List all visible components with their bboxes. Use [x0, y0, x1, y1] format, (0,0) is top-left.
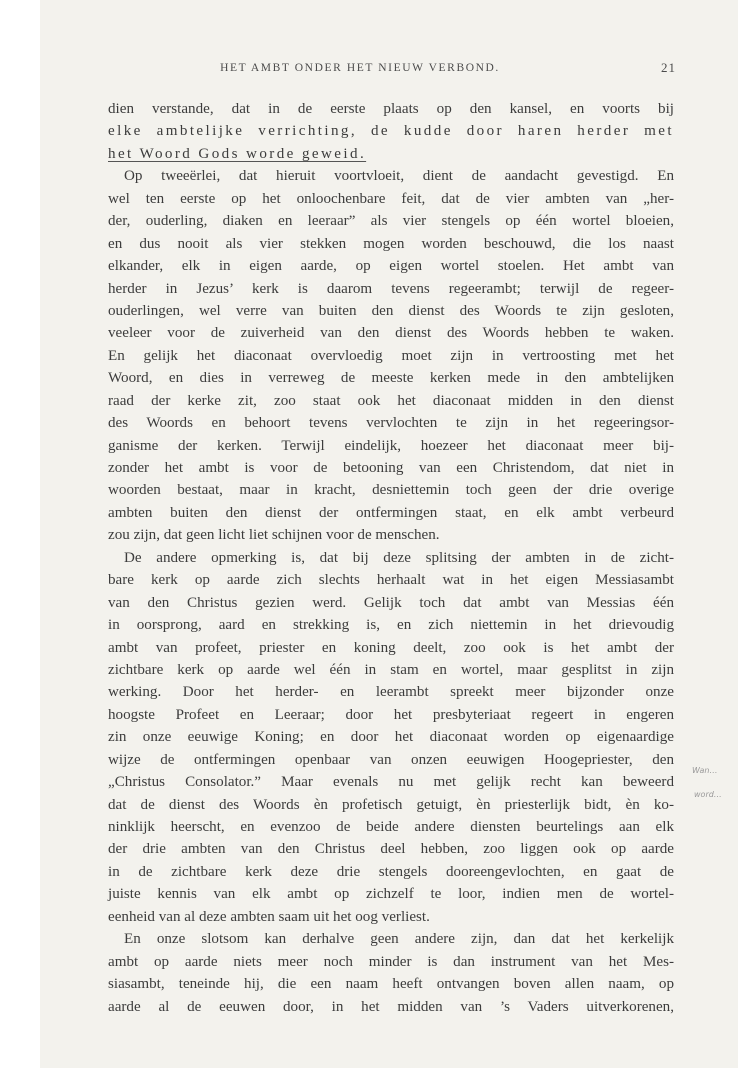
text-line: bare kerk op aarde zich slechts herhaalt wat in het eigen Messiasambt [108, 572, 674, 589]
text-line: woorden bestaat, maar in kracht, desniettemin toch geen der drie overige [108, 482, 674, 499]
text-line: ambt van profeet, priester en koning deelt, zoo ook is het ambt der [108, 639, 674, 656]
text-line: ambten buiten den dienst der ontfermingen staat, en elk ambt verbeurd [108, 504, 674, 521]
text-line: in oorsprong, aard en strekking is, en zich niettemin in het drievoudig [108, 617, 674, 634]
text-line: ninklijk heerscht, en evenzoo de beide andere diensten beurtelings aan elk [108, 819, 674, 835]
text-line: raad der kerke zit, zoo staat ook het diaconaat midden in den dienst [108, 392, 674, 409]
text-line: veeleer voor de zuiverheid van den dienst des Woords hebben te waken. [108, 325, 674, 342]
text-line: wijze de ontfermingen openbaar van onzen eeuwigen Hoogepriester, den [108, 751, 674, 768]
text-line: elkander, elk in eigen aarde, op eigen wortel stoelen. Het ambt van [108, 258, 674, 275]
text-line: zou zijn, dat geen licht liet schijnen voor de menschen. [108, 527, 440, 544]
body-text [108, 98, 674, 1018]
text-line: elke ambtelijke verrichting, de kudde door haren herder met [108, 123, 674, 140]
text-line: hoogste Profeet en Leeraar; door het presbyteriaat regeert in engeren [108, 706, 674, 723]
header-title: HET AMBT ONDER HET NIEUW VERBOND. [220, 62, 500, 74]
text-line: het Woord Gods worde geweid. [108, 145, 367, 162]
running-header [40, 60, 700, 80]
text-line: aarde al de eeuwen door, in het midden van ’s Vaders uitverkorenen, [108, 998, 674, 1015]
text-line: dat de dienst des Woords èn profetisch getuigt, èn priesterlijk bidt, èn ko- [108, 796, 674, 813]
text-line: en dus nooit als vier stekken mogen worden beschouwd, die los naast [108, 235, 674, 252]
text-line: eenheid van al deze ambten saam uit het oog verliest. [108, 908, 430, 925]
text-line: in de zichtbare kerk deze drie stengels dooreengevlochten, en gaat de [108, 863, 674, 880]
text-line: herder in Jezus’ kerk is daarom tevens regeerambt; terwijl de regeer- [108, 280, 674, 297]
text-line: werking. Door het herder- en leerambt spreekt meer bijzonder onze [108, 684, 674, 701]
text-line: dien verstande, dat in de eerste plaats op den kansel, en voorts bij [108, 101, 674, 117]
text-line: ouderlingen, wel verre van buiten den dienst des Woords te zijn gesloten, [108, 302, 674, 319]
text-line: Woord, en dies in verreweg de meeste kerken mede in den ambtelijken [108, 370, 674, 387]
margin-note: Wan… [692, 766, 718, 775]
text-line: En gelijk het diaconaat overvloedig moet zijn in vertroosting met het [108, 347, 674, 364]
text-line: des Woords en behoort tevens vervlochten te zijn in het regeeringsor- [108, 415, 674, 432]
text-line: Op tweeërlei, dat hieruit voortvloeit, dient de aandacht gevestigd. En [124, 168, 674, 185]
text-line: „Christus Consolator.” Maar evenals nu met gelijk recht kan beweerd [108, 774, 674, 791]
scan-margin [0, 0, 40, 1068]
text-line: juiste kennis van elk ambt op zichzelf te loor, indien men de wortel- [108, 886, 674, 903]
text-line: zonder het ambt is voor de betooning van een Christendom, dat niet in [108, 460, 674, 476]
text-line: van den Christus gezien werd. Gelijk toch dat ambt van Messias één [108, 594, 674, 611]
margin-note: word… [694, 790, 722, 799]
text-line: wel ten eerste op het onloochenbare feit, dat de vier ambten van „her- [108, 190, 674, 207]
text-line: ambt op aarde niets meer noch minder is dan instrument van het Mes- [108, 953, 674, 970]
text-line: der, ouderling, diaken en leeraar” als vier stengels op één wortel bloeien, [108, 213, 674, 230]
text-line: zichtbare kerk op aarde wel één in stam en wortel, maar gesplitst in zijn [108, 661, 674, 678]
text-line: ganisme der kerken. Terwijl eindelijk, hoezeer het diaconaat meer bij- [108, 437, 674, 454]
text-line: En onze slotsom kan derhalve geen andere zijn, dan dat het kerkelijk [124, 931, 674, 948]
text-line: siasambt, teneinde hij, die een naam heeft ontvangen boven allen naam, op [108, 976, 674, 993]
text-line: der drie ambten van den Christus deel hebben, zoo liggen ook op aarde [108, 841, 674, 858]
text-line: De andere opmerking is, dat bij deze splitsing der ambten in de zicht- [124, 549, 674, 566]
page-number: 21 [661, 60, 676, 75]
text-line: zin onze eeuwige Koning; en door het diaconaat worden op eigenaardige [108, 729, 674, 746]
